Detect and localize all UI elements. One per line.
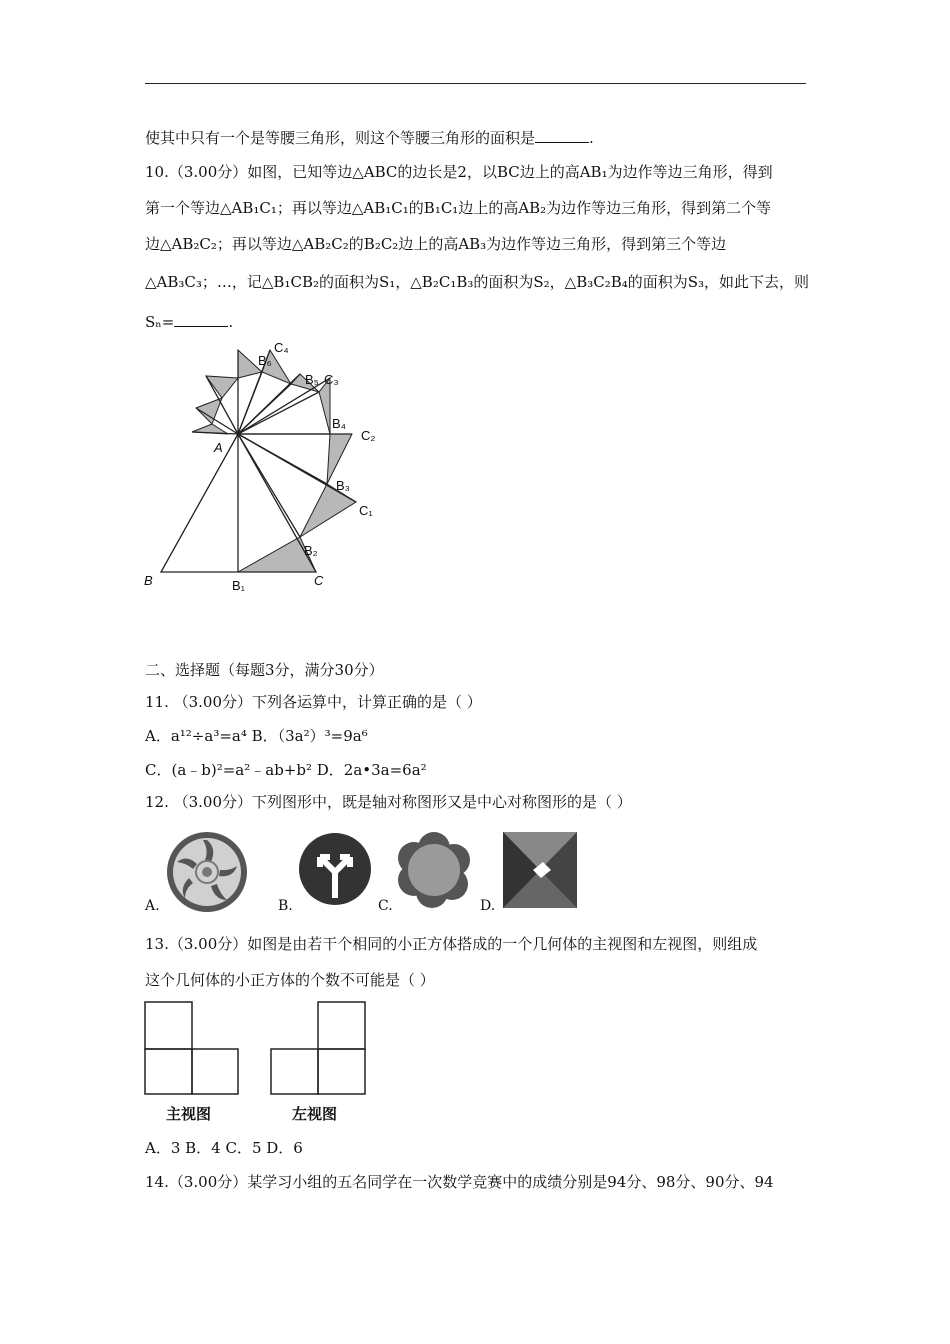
label-B1: B₁ <box>232 578 246 593</box>
front-view-top-cell <box>145 1002 192 1049</box>
q12-label-d: D. <box>480 898 496 914</box>
label-C1: C₁ <box>359 503 373 518</box>
label-A: A <box>214 440 223 455</box>
label-C2: C₂ <box>361 428 376 443</box>
q11-options-ab: A．a¹²÷a³=a⁴ B．（3a²）³=9a⁶ <box>145 727 368 745</box>
q11-stem: 11. （3.00分）下列各运算中，计算正确的是（ ） <box>145 693 482 711</box>
label-C3: C₃ <box>324 372 339 387</box>
q13-line1: 13.（3.00分）如图是由若干个相同的小正方体搭成的一个几何体的主视图和左视图，则组成 <box>145 935 758 953</box>
q12-label-a: A. <box>145 898 160 914</box>
shaded-triangle-s3 <box>327 434 352 484</box>
left-view-top-cell <box>318 1002 365 1049</box>
sn-text: Sₙ= <box>145 313 175 331</box>
q10-line1: 10.（3.00分）如图，已知等边△ABC的边长是2，以BC边上的高AB₁为边作等边三角形，得到 <box>145 163 773 181</box>
q13-views <box>140 998 380 1098</box>
q14-line1: 14.（3.00分）某学习小组的五名同学在一次数学竞赛中的成绩分别是94分、98分、90分、94 <box>145 1173 774 1191</box>
shaded-triangle-s8 <box>206 376 238 398</box>
q12-label-c: C. <box>378 898 393 914</box>
q12-label-b: B. <box>278 898 293 914</box>
label-B4: B₄ <box>332 416 346 431</box>
answer-blank <box>174 312 228 327</box>
q10-line5: Sₙ= . <box>145 313 234 331</box>
q11-options-cd: C．(a﹣b)²=a²﹣ab+b² D．2a•3a=6a² <box>145 761 427 779</box>
label-C4: C₄ <box>274 340 289 355</box>
q12-figure-d-square <box>503 832 577 908</box>
label-B2: B₂ <box>304 543 318 558</box>
front-view-label: 主视图 <box>166 1105 212 1123</box>
answer-blank <box>535 128 589 143</box>
label-B6: B₆ <box>258 353 272 368</box>
label-C: C <box>314 573 324 588</box>
q10-spiral-triangle-figure <box>140 335 400 600</box>
q10-line3: 边△AB₂C₂；再以等边△AB₂C₂的B₂C₂边上的高AB₃为边作等边三角形，得到第三个等边 <box>145 235 727 253</box>
label-B: B <box>144 573 153 588</box>
q10-line4: △AB₃C₃；…，记△B₁CB₂的面积为S₁，△B₂C₁B₃的面积为S₂，△B₃C₂B₄的面积为S₃，如此下去，则 <box>145 273 810 291</box>
q12-figure-c-flower <box>396 832 472 908</box>
q12-figure-b-arrows <box>298 832 372 906</box>
label-B5: B₅ <box>305 372 319 387</box>
section2-heading: 二、选择题（每题3分，满分30分） <box>145 661 384 679</box>
q10-line2: 第一个等边△AB₁C₁；再以等边△AB₁C₁的B₁C₁边上的高AB₂为边作等边三角形，得到第二个等 <box>145 199 772 217</box>
left-view-label: 左视图 <box>292 1105 338 1123</box>
q9-tail: 使其中只有一个是等腰三角形，则这个等腰三角形的面积是 . <box>145 129 594 147</box>
header-rule <box>145 83 806 84</box>
q13-line2: 这个几何体的小正方体的个数不可能是（ ） <box>145 971 435 989</box>
q9-tail-text: 使其中只有一个是等腰三角形，则这个等腰三角形的面积是 <box>145 129 536 147</box>
q12-figure-a-fan <box>165 830 249 914</box>
label-B3: B₃ <box>336 478 350 493</box>
q12-stem: 12. （3.00分）下列图形中，既是轴对称图形又是中心对称图形的是（ ） <box>145 793 632 811</box>
q13-options: A．3 B．4 C．5 D．6 <box>145 1139 303 1157</box>
